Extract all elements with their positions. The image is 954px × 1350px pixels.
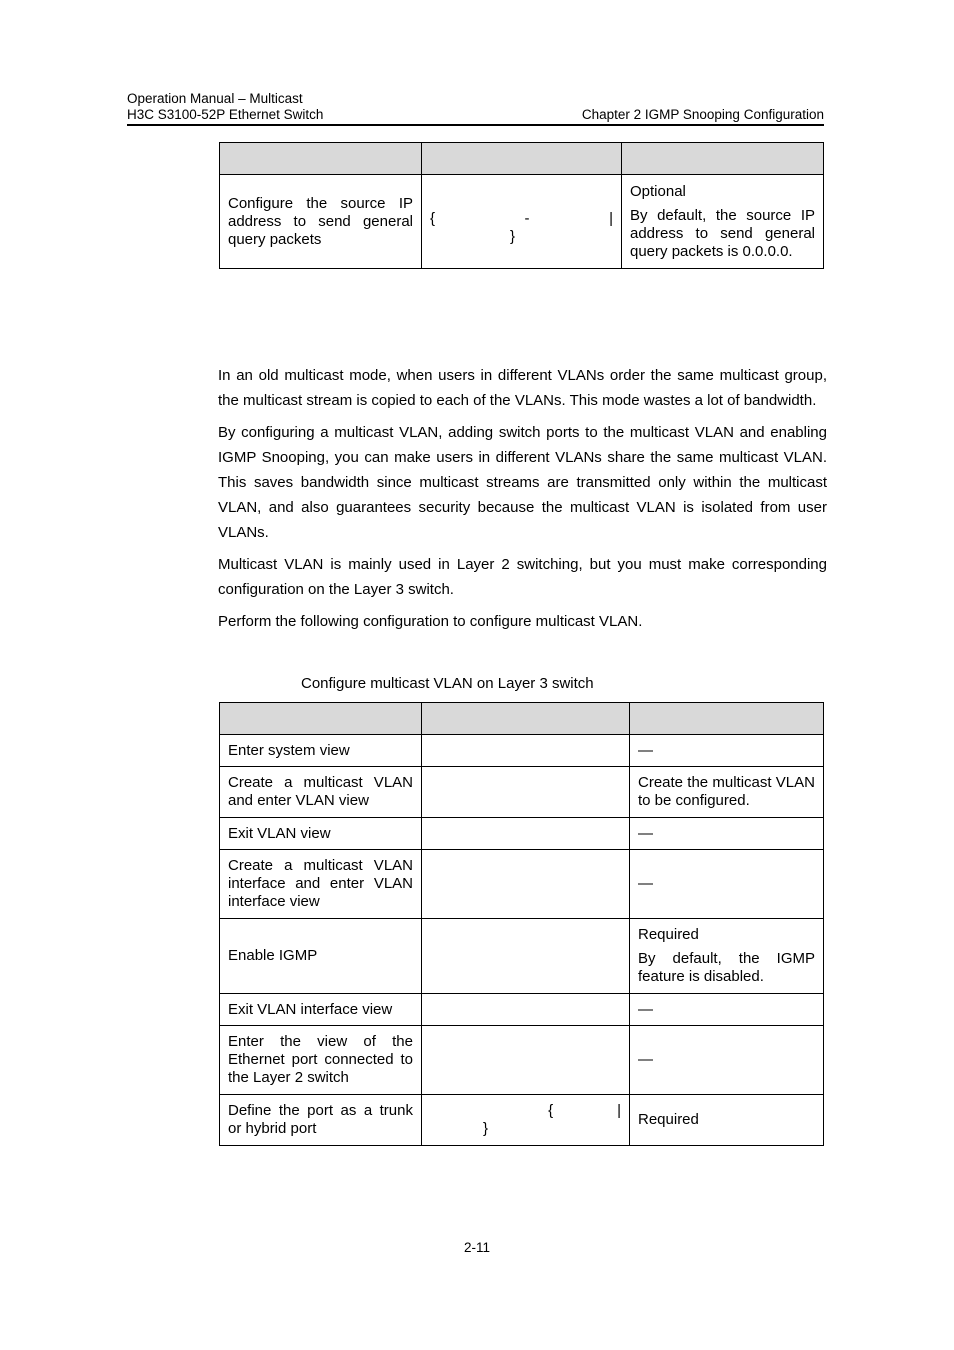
- remark-line: By default, the IGMP feature is disabled.: [638, 950, 815, 985]
- remark-cell: Required: [630, 1095, 824, 1146]
- table-header-row: [220, 143, 824, 175]
- paragraph: In an old multicast mode, when users in different VLANs order the same multicast group, the multicast stream is copied to each of the VLANs. This mode wastes a lot of bandwidth.: [218, 367, 827, 409]
- command-fragment: }: [510, 227, 516, 245]
- operation-cell: Exit VLAN interface view: [220, 994, 422, 1026]
- command-cell: [422, 818, 630, 850]
- remark-cell: —: [630, 818, 824, 850]
- operation-cell: Enter the view of the Ethernet port connected to the Layer 2 switch: [220, 1026, 422, 1095]
- command-cell: [422, 1026, 630, 1095]
- product-name: H3C S3100-52P Ethernet Switch: [127, 107, 324, 122]
- remark-cell: —: [630, 735, 824, 767]
- command-fragment: |: [609, 209, 613, 227]
- remark-cell: [622, 175, 824, 269]
- command-cell: [422, 1095, 630, 1146]
- header-cell: [220, 703, 422, 735]
- multicast-vlan-table: [219, 702, 824, 1146]
- header-cell: [630, 703, 824, 735]
- table-row: [220, 818, 824, 850]
- header-cell: [422, 703, 630, 735]
- running-header-left: [127, 91, 323, 123]
- table-row: [220, 735, 824, 767]
- command-fragment: |: [617, 1102, 621, 1119]
- paragraph: Multicast VLAN is mainly used in Layer 2 switching, but you must make corresponding configuration on the Layer 3 switch.: [218, 556, 827, 598]
- command-cell: [422, 850, 630, 919]
- operation-cell: Exit VLAN view: [220, 818, 422, 850]
- table-row: [220, 994, 824, 1026]
- table-row: [220, 1026, 824, 1095]
- command-cell: [422, 919, 630, 994]
- manual-title: Operation Manual – Multicast: [127, 91, 303, 106]
- body-text: [218, 363, 827, 641]
- table-row: [220, 175, 824, 269]
- operation-cell: Create a multicast VLAN and enter VLAN view: [220, 767, 422, 818]
- remark-cell: —: [630, 850, 824, 919]
- table-row: [220, 767, 824, 818]
- command-cell: [422, 175, 622, 269]
- operation-cell: Create a multicast VLAN interface and enter VLAN interface view: [220, 850, 422, 919]
- header-rule: [127, 124, 824, 126]
- operation-cell: Enable IGMP: [220, 919, 422, 994]
- table-row: [220, 919, 824, 994]
- command-fragment: {: [430, 209, 436, 227]
- header-cell: [422, 143, 622, 175]
- paragraph: Perform the following configuration to configure multicast VLAN.: [218, 613, 643, 630]
- remark-line: Required: [638, 926, 699, 943]
- table-row: [220, 1095, 824, 1146]
- page-number: 2-11: [463, 1240, 491, 1255]
- remark-cell: [630, 919, 824, 994]
- remark-cell: Create the multicast VLAN to be configured.: [630, 767, 824, 818]
- source-ip-table: [219, 142, 824, 269]
- remark-cell: —: [630, 1026, 824, 1095]
- operation-cell: Configure the source IP address to send general query packets: [220, 175, 422, 269]
- command-fragment: {: [548, 1102, 554, 1119]
- remark-line: Optional: [630, 182, 686, 200]
- remark-line: By default, the source IP address to send general query packets is 0.0.0.0.: [630, 206, 815, 260]
- table-row: [220, 850, 824, 919]
- paragraph: By configuring a multicast VLAN, adding switch ports to the multicast VLAN and enabling IGMP Snooping, you can make users in different VLANs share the same multicast VLAN. This saves bandwidth since multicast streams are transmitted only within the multicast VLAN, and also guarantees security because the multicast VLAN is isolated from user VLANs.: [218, 424, 827, 541]
- command-fragment: -: [524, 209, 530, 227]
- command-cell: [422, 735, 630, 767]
- chapter-title: Chapter 2 IGMP Snooping Configuration: [581, 107, 824, 122]
- table-caption: Configure multicast VLAN on Layer 3 switch: [301, 675, 594, 692]
- command-cell: [422, 994, 630, 1026]
- table-header-row: [220, 703, 824, 735]
- command-cell: [422, 767, 630, 818]
- remark-cell: —: [630, 994, 824, 1026]
- header-cell: [622, 143, 824, 175]
- header-cell: [220, 143, 422, 175]
- operation-cell: Enter system view: [220, 735, 422, 767]
- command-fragment: }: [483, 1120, 489, 1137]
- operation-cell: Define the port as a trunk or hybrid port: [220, 1095, 422, 1146]
